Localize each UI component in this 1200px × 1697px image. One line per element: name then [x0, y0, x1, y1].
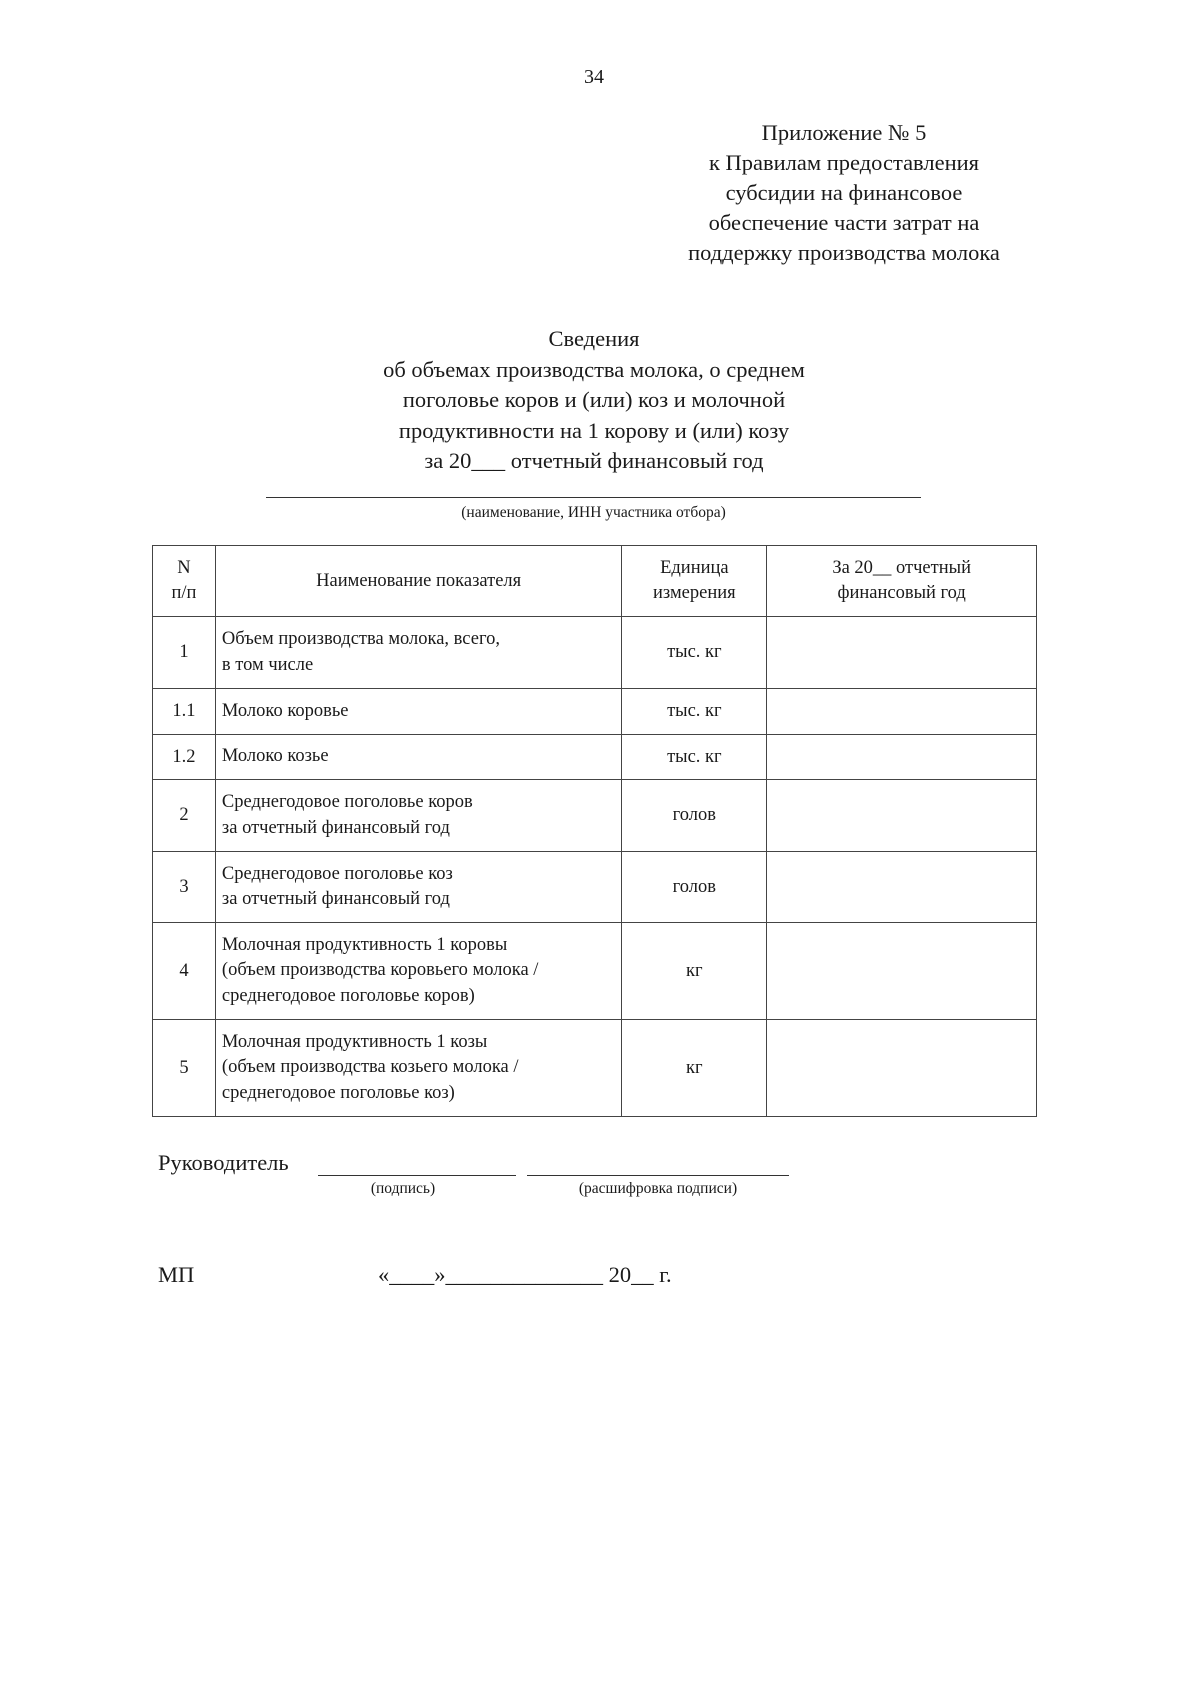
date-field[interactable]: «____»______________ 20__ г.	[378, 1262, 672, 1287]
row-value[interactable]	[767, 1020, 1037, 1117]
row-value[interactable]	[767, 689, 1037, 735]
appendix-line: Приложение № 5	[761, 120, 927, 145]
row-number: 1.1	[153, 689, 216, 735]
table-header-row	[153, 546, 1037, 617]
row-name: Молочная продуктивность 1 коровы (объем производства коровьего молока / среднегодовое поголовье коров)	[215, 923, 621, 1020]
table-row	[153, 617, 1037, 689]
row-name: Среднегодовое поголовье коров за отчетный финансовый год	[215, 780, 621, 852]
row-number: 3	[153, 852, 216, 923]
signature-decode-line[interactable]	[527, 1175, 789, 1176]
row-unit: голов	[622, 780, 767, 852]
table-row	[153, 1020, 1037, 1117]
row-unit: тыс. кг	[622, 689, 767, 735]
row-name: Среднегодовое поголовье коз за отчетный финансовый год	[215, 852, 621, 923]
title-line: Сведения	[548, 326, 640, 351]
row-name: Молочная продуктивность 1 козы (объем производства козьего молока / среднегодовое поголовье коз)	[215, 1020, 621, 1117]
title-line: продуктивности на 1 корову и (или) козу	[398, 417, 790, 443]
table-row	[153, 780, 1037, 852]
title-line: за 20___ отчетный финансовый год	[424, 448, 764, 473]
appendix-header	[640, 118, 1048, 268]
table-row	[153, 852, 1037, 923]
row-name: Молоко козье	[215, 735, 621, 780]
row-unit: тыс. кг	[622, 617, 767, 689]
row-unit: кг	[622, 1020, 767, 1117]
header-unit: Единица измерения	[622, 546, 767, 617]
title-line: об объемах производства молока, о среднем	[383, 356, 805, 382]
organization-caption: (наименование, ИНН участника отбора)	[461, 504, 726, 521]
title-line: поголовье коров и (или) коз и молочной	[402, 387, 786, 412]
appendix-line: поддержку производства молока	[688, 240, 1000, 265]
appendix-line: к Правилам предоставления	[708, 150, 980, 175]
signature-line[interactable]	[318, 1175, 516, 1176]
table-row	[153, 735, 1037, 780]
indicators-table	[152, 545, 1037, 1117]
signature-decode-caption: (расшифровка подписи)	[578, 1180, 738, 1197]
row-value[interactable]	[767, 735, 1037, 780]
row-number: 4	[153, 923, 216, 1020]
row-unit: голов	[622, 852, 767, 923]
row-unit: тыс. кг	[622, 735, 767, 780]
table-row	[153, 923, 1037, 1020]
row-name: Молоко коровье	[215, 689, 621, 735]
row-number: 2	[153, 780, 216, 852]
row-number: 5	[153, 1020, 216, 1117]
signature-label: Руководитель	[158, 1150, 289, 1175]
document-title	[0, 324, 1188, 477]
row-name: Объем производства молока, всего, в том числе	[215, 617, 621, 689]
appendix-line: обеспечение части затрат на	[708, 210, 980, 235]
header-name: Наименование показателя	[215, 546, 621, 617]
appendix-line: субсидии на финансовое	[725, 180, 963, 205]
row-number: 1	[153, 617, 216, 689]
row-value[interactable]	[767, 780, 1037, 852]
row-unit: кг	[622, 923, 767, 1020]
page-number: 34	[584, 66, 604, 88]
row-value[interactable]	[767, 923, 1037, 1020]
row-value[interactable]	[767, 852, 1037, 923]
header-num: N п/п	[153, 546, 216, 617]
table-row	[153, 689, 1037, 735]
stamp-label: МП	[158, 1262, 195, 1287]
organization-name-line[interactable]	[266, 497, 921, 498]
header-period: За 20__ отчетный финансовый год	[767, 546, 1037, 617]
signature-caption: (подпись)	[370, 1180, 436, 1197]
row-value[interactable]	[767, 617, 1037, 689]
row-number: 1.2	[153, 735, 216, 780]
